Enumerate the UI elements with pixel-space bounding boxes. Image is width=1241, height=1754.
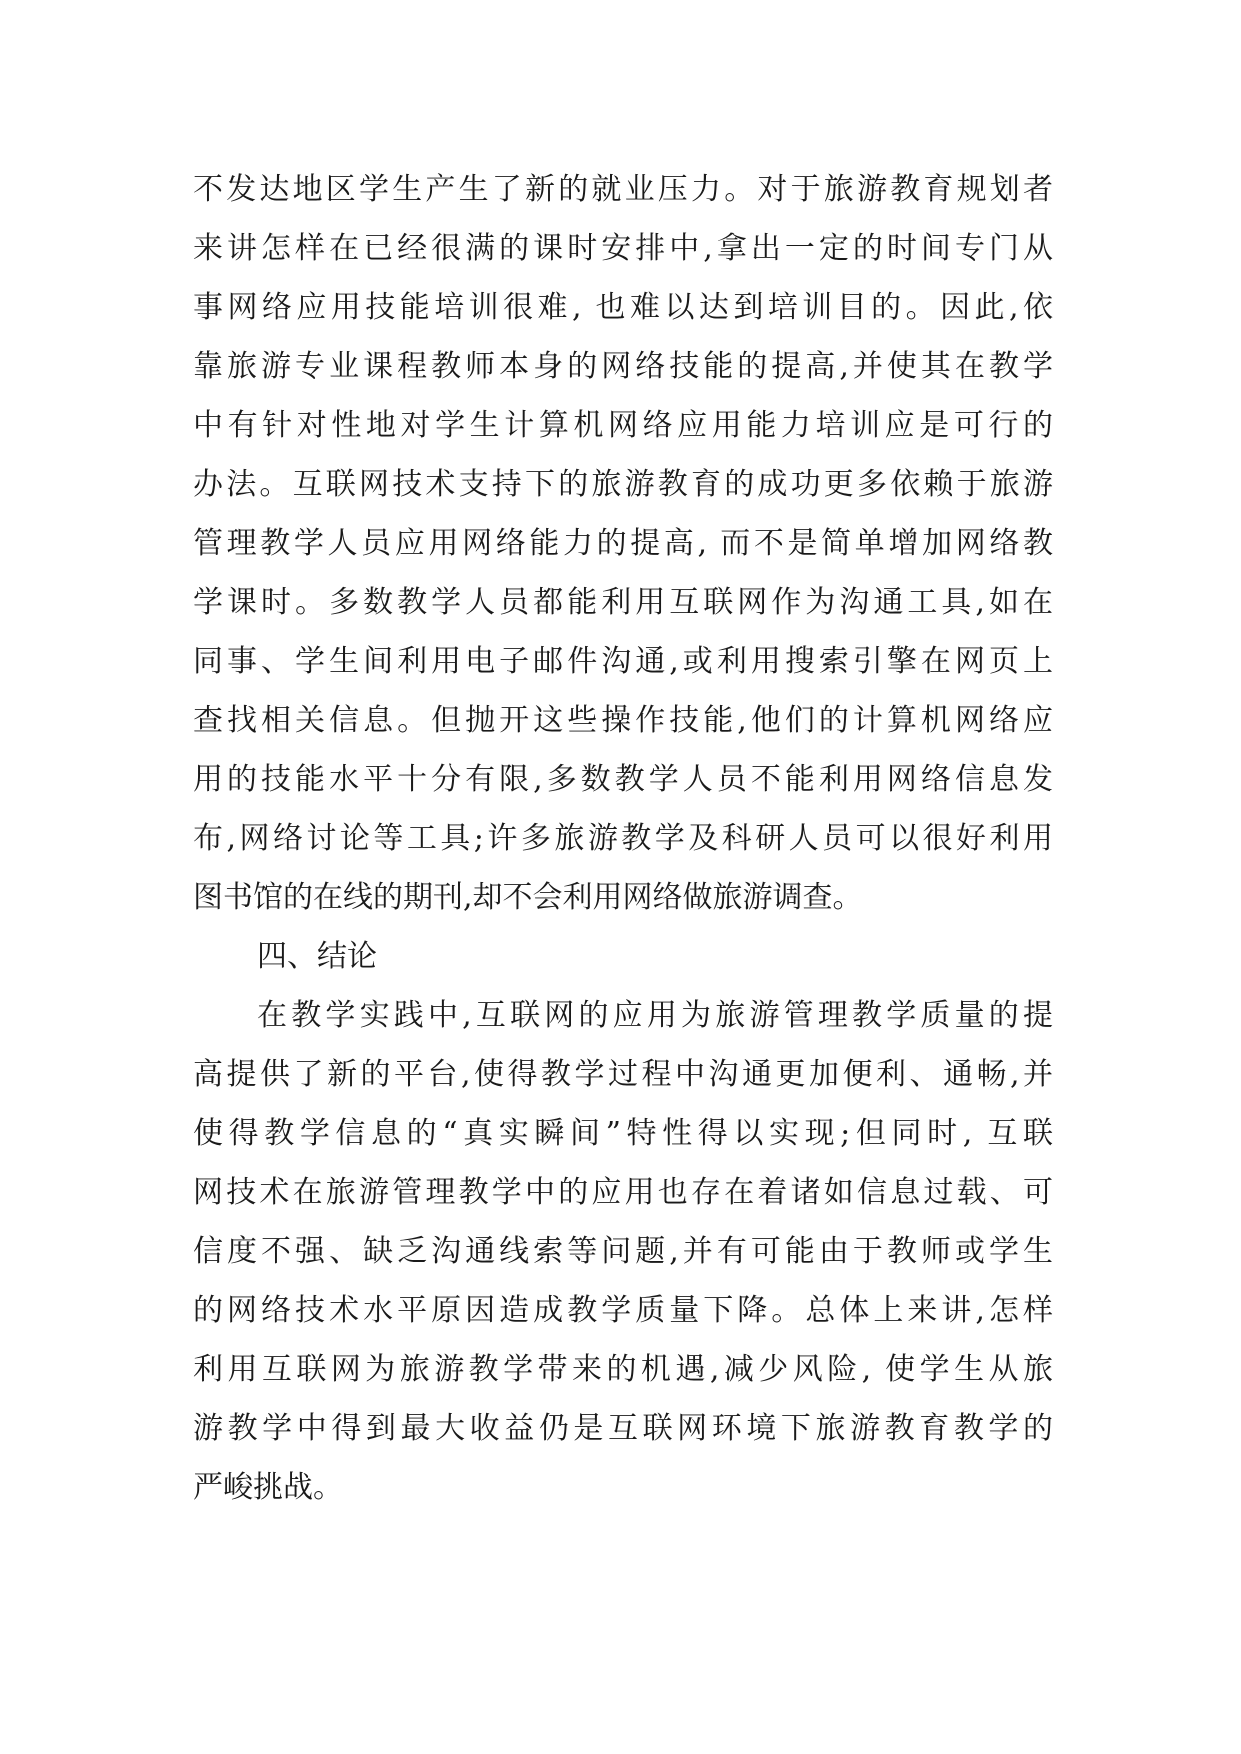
text-line: 在教学实践中,互联网的应用为旅游管理教学质量的提 <box>257 998 1053 1033</box>
text-line: 管理教学人员应用网络能力的提高, 而不是简单增加网络教 <box>193 526 1053 561</box>
text-line: 查找相关信息。但抛开这些操作技能,他们的计算机网络应 <box>193 703 1053 738</box>
text-line: 高提供了新的平台,使得教学过程中沟通更加便利、通畅,并 <box>193 1057 1053 1092</box>
text-line: 事网络应用技能培训很难, 也难以达到培训目的。因此,依 <box>193 290 1053 325</box>
text-line: 靠旅游专业课程教师本身的网络技能的提高,并使其在教学 <box>193 349 1053 384</box>
text-line: 学课时。多数教学人员都能利用互联网作为沟通工具,如在 <box>193 585 1053 620</box>
text-line: 办法。互联网技术支持下的旅游教育的成功更多依赖于旅游 <box>193 467 1053 502</box>
text-line: 布,网络讨论等工具;许多旅游教学及科研人员可以很好利用 <box>193 821 1053 856</box>
text-line: 游教学中得到最大收益仍是互联网环境下旅游教育教学的 <box>193 1411 1053 1446</box>
text-line: 不发达地区学生产生了新的就业压力。对于旅游教育规划者 <box>193 172 1053 207</box>
text-line: 图书馆的在线的期刊,却不会利用网络做旅游调查。 <box>193 880 863 915</box>
text-line: 的网络技术水平原因造成教学质量下降。总体上来讲,怎样 <box>193 1293 1053 1328</box>
body-text <box>193 160 1053 1517</box>
text-line: 同事、学生间利用电子邮件沟通,或利用搜索引擎在网页上 <box>193 644 1053 679</box>
text-line: 严峻挑战。 <box>193 1470 343 1505</box>
text-line: 来讲怎样在已经很满的课时安排中,拿出一定的时间专门从 <box>193 231 1053 266</box>
text-line: 利用互联网为旅游教学带来的机遇,减少风险, 使学生从旅 <box>193 1352 1053 1387</box>
text-line: 中有针对性地对学生计算机网络应用能力培训应是可行的 <box>193 408 1053 443</box>
text-line: 网技术在旅游管理教学中的应用也存在着诸如信息过载、可 <box>193 1175 1053 1210</box>
text-line: 用的技能水平十分有限,多数教学人员不能利用网络信息发 <box>193 762 1053 797</box>
text-line: 信度不强、缺乏沟通线索等问题,并有可能由于教师或学生 <box>193 1234 1053 1269</box>
section-heading: 四、结论 <box>257 939 377 974</box>
text-line: 使得教学信息的“真实瞬间”特性得以实现;但同时, 互联 <box>193 1116 1053 1151</box>
